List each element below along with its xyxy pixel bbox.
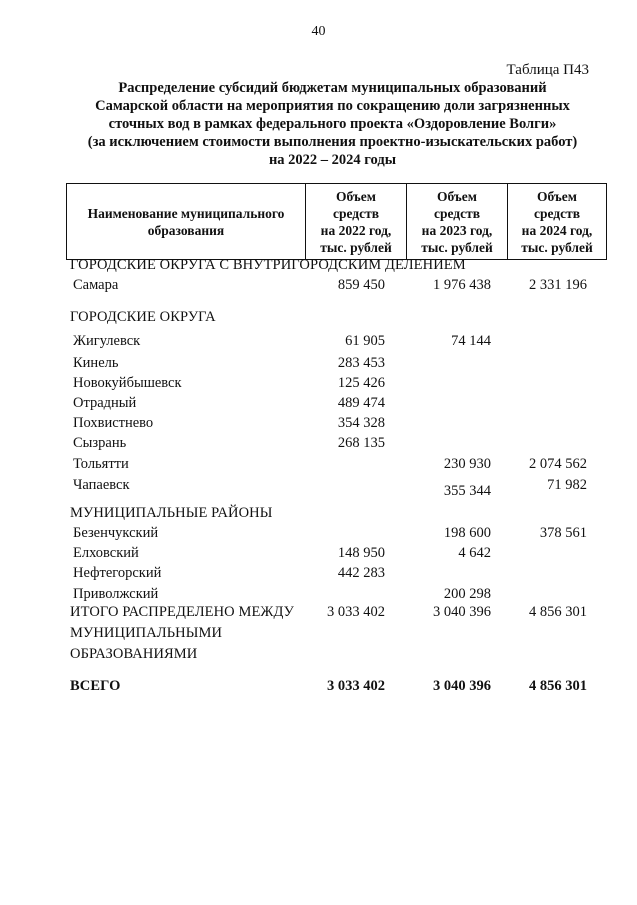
table-id: Таблица П43 xyxy=(506,62,589,78)
value-2024: 71 982 xyxy=(547,477,587,493)
table-row xyxy=(0,373,637,393)
header-text: на 2022 год, xyxy=(320,222,392,238)
table-row xyxy=(0,275,637,295)
value-2022: 859 450 xyxy=(337,277,385,293)
value-2024: 378 561 xyxy=(539,525,587,541)
value-2022: 283 453 xyxy=(337,355,385,371)
header-text: на 2024 год, xyxy=(521,222,593,238)
municipality-name: Сызрань xyxy=(73,435,127,451)
table-row xyxy=(0,563,637,583)
value-2023: 230 930 xyxy=(443,456,491,472)
value-2022: 61 905 xyxy=(345,333,385,349)
value-2022: 442 283 xyxy=(337,565,385,581)
subtotal-row xyxy=(0,602,637,664)
header-name xyxy=(66,184,305,259)
municipality-name: Кинель xyxy=(73,355,119,371)
total-label: ВСЕГО xyxy=(70,678,121,694)
table-row xyxy=(0,543,637,563)
municipality-name: Тольятти xyxy=(73,456,129,472)
subtotal-label: ОБРАЗОВАНИЯМИ xyxy=(70,646,198,662)
section-row xyxy=(0,503,637,523)
page-number: 40 xyxy=(311,24,326,39)
header-text: Наименование муниципального xyxy=(87,205,285,221)
municipality-name: Новокуйбышевск xyxy=(73,375,182,391)
header-text: Объем xyxy=(537,188,577,204)
header-text: тыс. рублей xyxy=(320,239,392,255)
table-row xyxy=(0,393,637,413)
header-text: средств xyxy=(533,205,581,221)
municipality-name: Самара xyxy=(73,277,119,293)
table-row xyxy=(0,584,637,604)
value-2024: 2 331 196 xyxy=(529,277,587,293)
municipality-name: Безенчукский xyxy=(73,525,159,541)
document-title xyxy=(60,79,605,169)
section-label: ГОРОДСКИЕ ОКРУГА С ВНУТРИГОРОДСКИМ ДЕЛЕНИЕМ xyxy=(70,257,466,273)
value-2023: 1 976 438 xyxy=(433,277,491,293)
municipality-name: Похвистнево xyxy=(73,415,154,431)
header-text: образования xyxy=(147,222,225,238)
section-row xyxy=(0,255,637,275)
municipality-name: Чапаевск xyxy=(73,477,130,493)
value-2023: 200 298 xyxy=(443,586,491,602)
municipality-name: Приволжский xyxy=(73,586,159,602)
title-line: сточных вод в рамках федерального проекта «Оздоровление Волги» xyxy=(108,116,557,132)
header-2023 xyxy=(406,184,507,259)
header-text: на 2023 год, xyxy=(421,222,493,238)
value-2022: 125 426 xyxy=(337,375,385,391)
value-2024: 4 856 301 xyxy=(529,604,587,620)
section-label: МУНИЦИПАЛЬНЫЕ РАЙОНЫ xyxy=(70,505,273,521)
subtotal-label: ИТОГО РАСПРЕДЕЛЕНО МЕЖДУ xyxy=(70,604,295,620)
value-2022: 489 474 xyxy=(337,395,385,411)
table-row xyxy=(0,353,637,373)
title-line: Распределение субсидий бюджетам муниципальных образований xyxy=(118,80,547,96)
table-row xyxy=(0,433,637,453)
table-row xyxy=(0,475,637,499)
header-text: тыс. рублей xyxy=(521,239,593,255)
value-2023: 74 144 xyxy=(451,333,491,349)
value-2022: 3 033 402 xyxy=(327,678,385,694)
value-2022: 268 135 xyxy=(337,435,385,451)
header-text: Объем xyxy=(336,188,376,204)
value-2023: 355 344 xyxy=(443,483,491,499)
title-line: на 2022 – 2024 годы xyxy=(268,152,397,168)
value-2022: 354 328 xyxy=(337,415,385,431)
municipality-name: Жигулевск xyxy=(73,333,141,349)
value-2024: 2 074 562 xyxy=(529,456,587,472)
table-header xyxy=(66,183,607,260)
title-line: (за исключением стоимости выполнения проектно-изыскательских работ) xyxy=(87,134,578,150)
value-2023: 198 600 xyxy=(443,525,491,541)
municipality-name: Отрадный xyxy=(73,395,137,411)
municipality-name: Елховский xyxy=(73,545,139,561)
title-line: Самарской области на мероприятия по сокращению доли загрязненных xyxy=(95,98,570,114)
value-2023: 4 642 xyxy=(458,545,491,561)
header-2022 xyxy=(305,184,406,259)
header-text: Объем xyxy=(437,188,477,204)
value-2023: 3 040 396 xyxy=(433,678,491,694)
value-2022: 148 950 xyxy=(337,545,385,561)
value-2024: 4 856 301 xyxy=(529,678,587,694)
table-row xyxy=(0,523,637,543)
municipality-name: Нефтегорский xyxy=(73,565,162,581)
table-row xyxy=(0,331,637,351)
header-text: средств xyxy=(433,205,481,221)
value-2022: 3 033 402 xyxy=(327,604,385,620)
table-row xyxy=(0,454,637,474)
header-text: средств xyxy=(332,205,380,221)
subtotal-label: МУНИЦИПАЛЬНЫМИ xyxy=(70,625,223,641)
section-row xyxy=(0,307,637,327)
value-2023: 3 040 396 xyxy=(433,604,491,620)
header-text: тыс. рублей xyxy=(421,239,493,255)
table-row xyxy=(0,413,637,433)
total-row xyxy=(0,676,637,696)
section-label: ГОРОДСКИЕ ОКРУГА xyxy=(70,309,216,325)
header-2024 xyxy=(507,184,607,259)
